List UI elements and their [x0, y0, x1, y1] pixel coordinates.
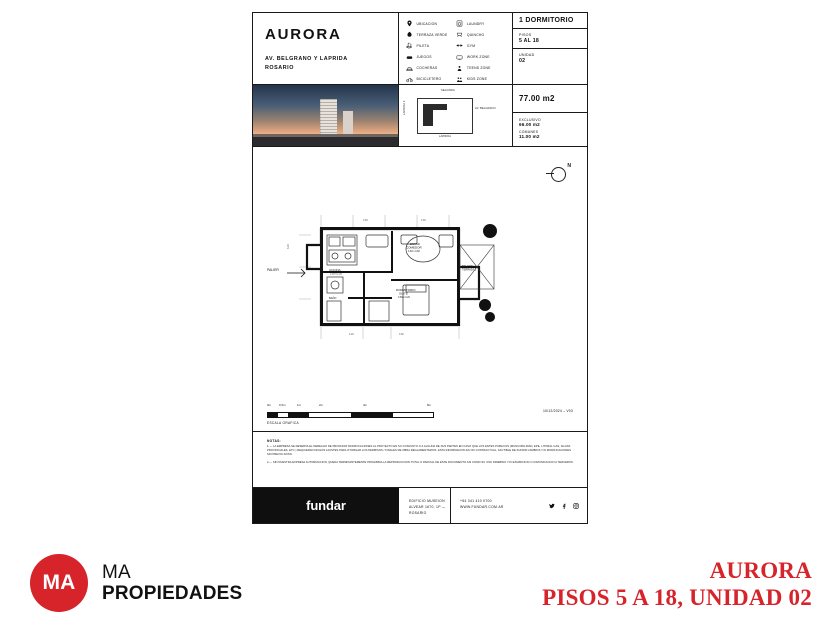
svg-text:2.20: 2.20	[349, 333, 354, 336]
project-address-2: ROSARIO	[265, 65, 294, 72]
total-area-row	[513, 85, 587, 113]
amenity-item	[456, 65, 490, 72]
exclusive-value: 66.00 m2	[519, 122, 540, 127]
svg-text:BAÑO: BAÑO	[329, 297, 337, 300]
key-plan	[399, 85, 513, 146]
phone-number: +54 341 410 0700	[460, 499, 492, 503]
amenity-item	[406, 54, 447, 61]
typology-row	[513, 13, 587, 29]
twitter-icon[interactable]	[549, 503, 555, 509]
amenity-label: WORK ZONE	[466, 55, 490, 60]
project-address-1: AV. BELGRANO Y LAPRIDA	[265, 56, 348, 62]
svg-text:PALIER: PALIER	[267, 268, 279, 272]
render-foreground	[253, 137, 398, 146]
sheet-footer	[253, 487, 587, 523]
legal-notes	[267, 439, 575, 469]
keyplan-unit-fill-horizontal	[423, 104, 447, 110]
area-block	[513, 85, 587, 146]
office-line-2: ALVEAR 1670, 1P — ROSARIO	[409, 505, 446, 516]
graphic-scale	[267, 403, 573, 425]
unit-row	[513, 49, 587, 68]
scale-tick: 0,5m	[279, 403, 286, 407]
amenity-item	[456, 31, 490, 38]
scale-bar	[267, 412, 434, 418]
kids-icon	[456, 76, 463, 83]
website-url[interactable]: WWW.FUNDAR.COM.AR	[460, 505, 504, 510]
amenities-block	[399, 13, 513, 84]
amenity-label: KIDS ZONE	[466, 77, 488, 82]
floorplan-drawing	[253, 149, 587, 417]
amenity-item	[456, 76, 490, 83]
notes-title: NOTAS:	[267, 439, 281, 443]
unit-info-block	[513, 13, 587, 84]
scale-ticks	[267, 403, 573, 412]
svg-text:ESTAR: ESTAR	[410, 242, 420, 246]
amenity-label: TERRAZA VERDE	[416, 32, 448, 37]
svg-text:3.60 x 3.20: 3.60 x 3.20	[398, 296, 410, 299]
agency-name-line-1: MA	[102, 561, 131, 583]
amenity-item	[406, 31, 447, 38]
amenity-label: BICICLETERO	[416, 77, 442, 82]
typology-value: 1 DORMITORIO	[519, 17, 574, 24]
social-links	[541, 488, 587, 523]
svg-text:2.55 x 2.20: 2.55 x 2.20	[330, 272, 342, 276]
keyplan-label-left: LAPRIDA 2	[403, 100, 406, 115]
compass-north-label: N	[567, 163, 571, 169]
agency-name-line-2: PROPIEDADES	[102, 583, 243, 604]
scale-tick: 8m	[427, 403, 432, 407]
office-line-1: EDIFICIO MUSEION	[409, 499, 445, 503]
svg-text:4.60: 4.60	[421, 219, 426, 222]
keyplan-label-top: SEGUNDA	[441, 89, 455, 92]
floors-label: PISOS	[519, 33, 532, 37]
floors-value: 5 AL 18	[519, 38, 539, 44]
revision-date: 10/12/2024 – V03	[542, 409, 573, 413]
amenity-item	[406, 65, 447, 72]
amenity-item	[406, 42, 447, 49]
bbq-icon	[456, 31, 463, 38]
bike-icon	[406, 76, 413, 83]
scale-tick: 2m	[319, 403, 324, 407]
svg-text:BALCON: BALCON	[462, 265, 473, 268]
amenity-label: JUEGOS	[416, 55, 432, 60]
laundry-icon	[456, 20, 463, 27]
scale-tick: 1m	[297, 403, 302, 407]
note-2: 2.— SIN NUESTRA EXPRESA AUTORIZACION, QUEDA TERMINANTEMENTE PROHIBIDA LA REPRODUCCION TOTAL O PARCIAL DE ESTE DOCUMENTO ASI COMO SU USO INDEBIDO Y/O EXHIBICION O COMUNICACION A TERCEROS.	[267, 461, 574, 465]
amenity-label: UBICACION	[416, 21, 438, 26]
svg-text:COCINA: COCINA	[329, 268, 341, 272]
amenity-item	[456, 54, 490, 61]
amenity-label: QUINCHO	[466, 32, 485, 37]
project-name: AURORA	[265, 26, 342, 43]
svg-text:VESTIDOR: VESTIDOR	[369, 297, 383, 300]
pool-icon	[406, 42, 413, 49]
amenity-label: COCHERAS	[416, 66, 438, 71]
amenity-label: GYM	[466, 43, 476, 48]
amenity-item	[406, 76, 447, 83]
project-title-block	[253, 13, 399, 84]
exclusive-label: EXCLUSIVO	[519, 118, 541, 122]
unit-value: 02	[519, 58, 526, 64]
scale-caption: ESCALA GRAFICA	[267, 421, 299, 425]
listing-title	[542, 558, 812, 611]
building-render-photo	[253, 85, 399, 146]
amenity-label: LAUNDRY	[466, 21, 485, 26]
svg-text:3.60: 3.60	[363, 219, 368, 222]
agency-logo-badge: MA	[30, 554, 88, 612]
listing-title-line-2: PISOS 5 A 18, UNIDAD 02	[542, 584, 812, 610]
svg-text:COMEDOR: COMEDOR	[406, 245, 422, 250]
developer-logo: fundar	[253, 488, 399, 523]
developer-address	[399, 488, 451, 523]
amenity-item	[456, 20, 490, 27]
svg-text:3.20: 3.20	[287, 244, 290, 249]
keyplan-label-bottom: LAPRIDA	[439, 135, 452, 138]
gym-icon	[456, 42, 463, 49]
scale-tick: 0m	[267, 403, 272, 407]
instagram-icon[interactable]	[573, 503, 579, 509]
work-icon	[456, 54, 463, 61]
svg-text:DORMITORIO: DORMITORIO	[396, 288, 416, 292]
svg-text:4.60 x 3.60: 4.60 x 3.60	[408, 250, 420, 253]
common-label: COMUNES	[519, 130, 539, 134]
amenities-column-1	[406, 20, 447, 83]
svg-text:TERRAZA 1: TERRAZA 1	[462, 268, 477, 272]
svg-text:3.60: 3.60	[399, 333, 404, 336]
agency-banner	[0, 538, 840, 630]
amenity-item	[456, 42, 490, 49]
games-icon	[406, 54, 413, 61]
teen-icon	[456, 65, 463, 72]
note-1: 1.— LA EMPRESA SE RESERVA EL DERECHO DE PRODUCIR MODIFICACIONES AL PROYECTO EN SU CONJUNTO O A ALGUNA DE SUS PARTES EN CASO QUE LOS ENTES PUBLICOS (MUNICIPALIDAD, EPE, LITORAL GAS, AGUAS PROVINCIALES, ETC.) REQUIERAN DICHOS AJUSTES PARA OTORGAR LOS PERMISOS / FINALES DE OBRA REGLAMENTARIOS. ESTA INFORMACION ES NO CONTRACTUAL, FACTIBLE DE SUFRIR CAMBIOS Y/O MODIFICACIONES SIN PREVIO AVISO.	[267, 445, 571, 457]
agency-brand	[30, 554, 242, 612]
area-breakdown	[513, 113, 587, 147]
floors-row	[513, 29, 587, 49]
listing-title-line-1: AURORA	[709, 558, 812, 583]
sheet-header	[253, 13, 587, 85]
agency-name	[102, 562, 242, 605]
location-icon	[406, 20, 413, 27]
keyplan-label-right: AV. BELGRANO	[475, 107, 496, 110]
parking-icon	[406, 65, 413, 72]
amenities-column-2	[456, 20, 490, 83]
svg-text:SUITE: SUITE	[399, 291, 408, 296]
common-value: 11.00 m2	[519, 134, 540, 139]
floorplan-sheet	[252, 12, 588, 524]
amenity-label: TEENS ZONE	[466, 66, 491, 71]
render-and-keyplan-band	[253, 85, 587, 147]
amenity-item	[406, 20, 447, 27]
unit-label: UNIDAD	[519, 53, 535, 57]
terrace-icon	[406, 31, 413, 38]
notes-divider	[253, 431, 587, 432]
scale-tick: 4m	[363, 403, 368, 407]
amenity-label: PILETA	[416, 43, 430, 48]
total-area-value: 77.00 m2	[519, 94, 555, 103]
facebook-icon[interactable]	[561, 503, 567, 509]
developer-contact	[451, 488, 541, 523]
render-tower-main	[320, 99, 337, 139]
